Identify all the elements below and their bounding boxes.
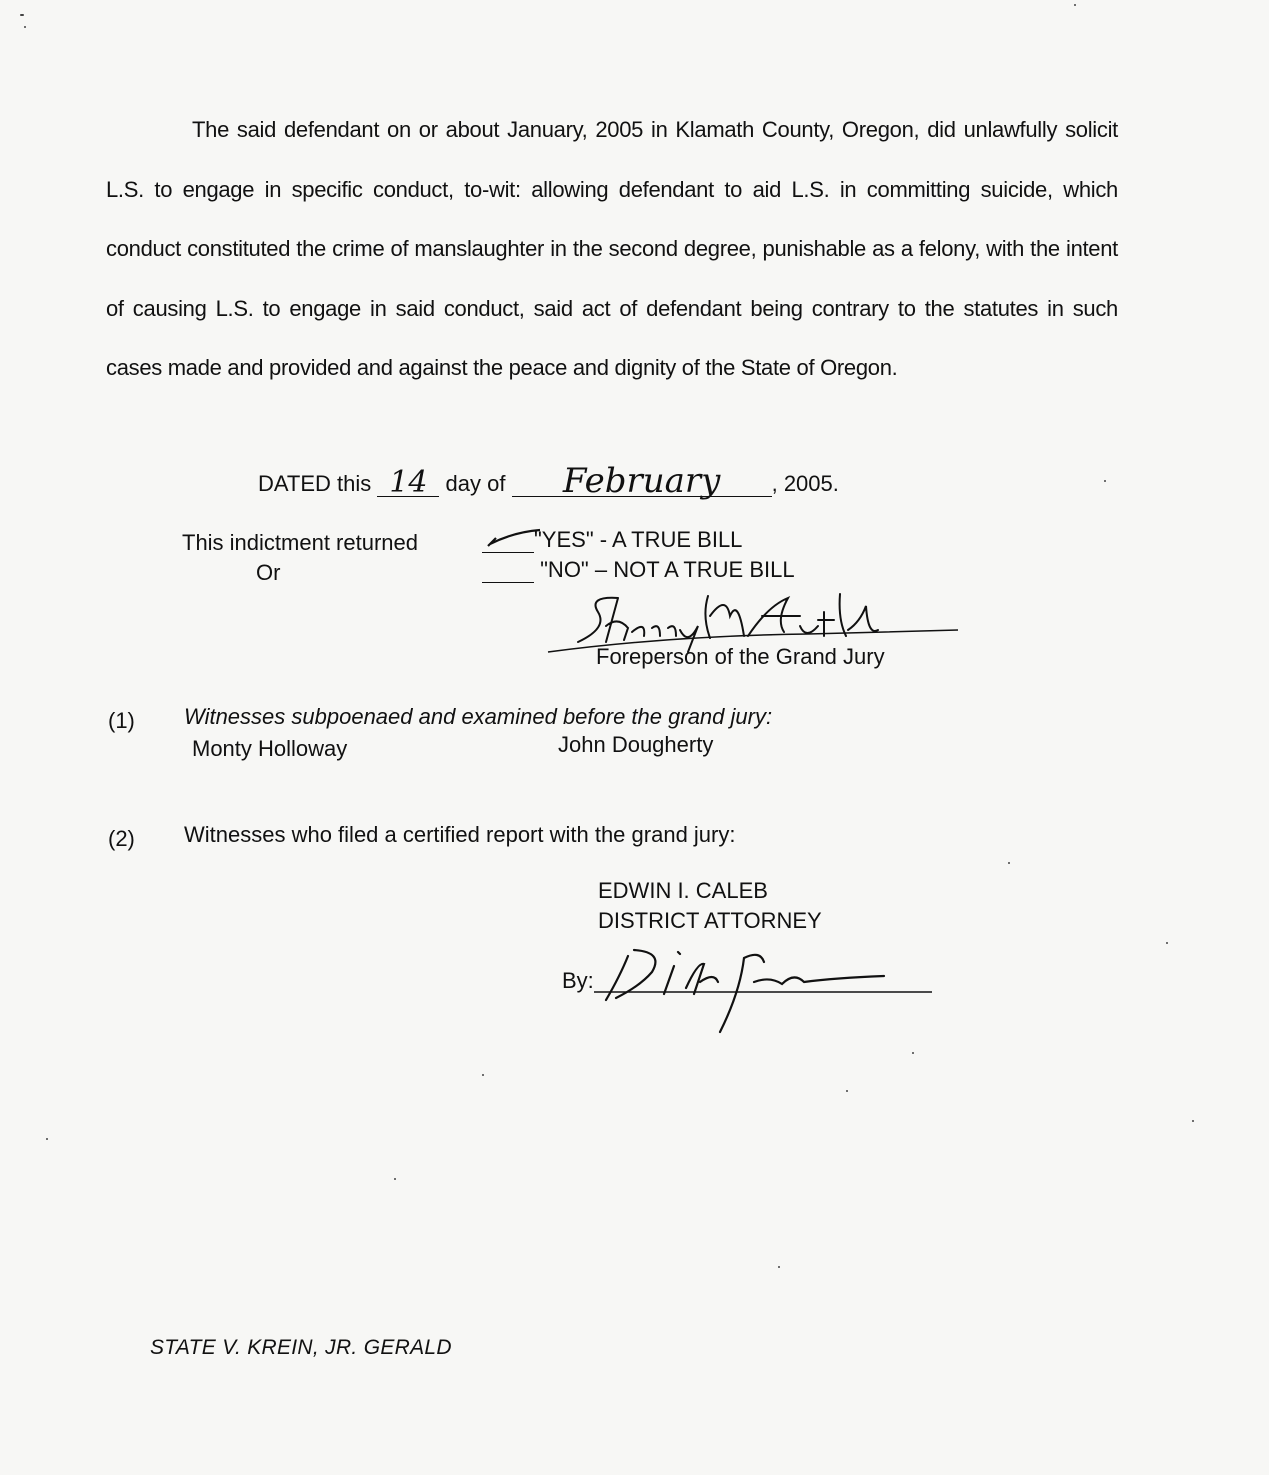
dated-month-handwritten: February — [512, 470, 772, 497]
prosecutor-name: EDWIN I. CALEB — [598, 878, 768, 903]
scan-speck — [912, 1052, 914, 1054]
indictment-body-paragraph — [106, 100, 1118, 398]
indictment-returned-label: This indictment returned — [182, 530, 418, 555]
witness-name: Monty Holloway — [192, 736, 348, 761]
district-attorney-signature — [594, 942, 934, 1038]
scan-speck — [1192, 1120, 1194, 1122]
dated-day-handwritten: 14 — [377, 470, 439, 497]
scan-speck — [20, 14, 24, 16]
prosecutor-title: DISTRICT ATTORNEY — [598, 908, 822, 933]
scan-speck — [1074, 4, 1076, 6]
no-option — [482, 556, 795, 583]
yes-option — [482, 526, 742, 553]
foreperson-title: Foreperson of the Grand Jury — [596, 644, 885, 669]
witness-name: John Dougherty — [558, 732, 714, 757]
case-caption: STATE V. KREIN, JR. GERALD — [150, 1336, 452, 1359]
dated-year: , 2005. — [771, 471, 839, 496]
witness-section-2-number: (2) — [108, 826, 135, 851]
paragraph-text: The said defendant on or about January, 2005 in Klamath County, Oregon, did unlawfully solicit L.S. to engage in specific conduct, to-wit: allowing defendant to aid L.S. in committing suicide, which conduct constituted the crime of manslaughter in the second degree, punishable as a felony, with the intent of causing L.S. to engage in said conduct, said act of defendant being contrary to the statutes in such cases made and provided and against the peace and dignity of the State of Oregon. — [106, 117, 1118, 380]
dated-line — [258, 461, 839, 501]
scan-speck — [24, 26, 26, 28]
dated-middle: day of — [445, 471, 506, 496]
witness-section-1-number: (1) — [108, 708, 135, 733]
witness-section-1-heading: Witnesses subpoenaed and examined before the grand jury: — [184, 704, 773, 729]
scan-speck — [394, 1178, 396, 1180]
no-blank — [482, 556, 534, 583]
scan-speck — [46, 1138, 48, 1140]
yes-checkmark-blank — [482, 526, 534, 553]
no-option-label: "NO" – NOT A TRUE BILL — [540, 557, 795, 582]
scan-speck — [846, 1090, 848, 1092]
yes-option-label: "YES" - A TRUE BILL — [534, 527, 743, 552]
check-mark-icon — [484, 528, 544, 552]
scan-speck — [778, 1266, 780, 1268]
scan-speck — [482, 1074, 484, 1076]
witness-section-2-heading: Witnesses who filed a certified report with the grand jury: — [184, 822, 736, 847]
or-label: Or — [256, 560, 281, 585]
by-label: By: — [562, 968, 594, 993]
scan-speck — [1166, 942, 1168, 944]
scan-speck — [1104, 480, 1106, 482]
dated-prefix: DATED this — [258, 471, 372, 496]
scan-speck — [1008, 862, 1010, 864]
